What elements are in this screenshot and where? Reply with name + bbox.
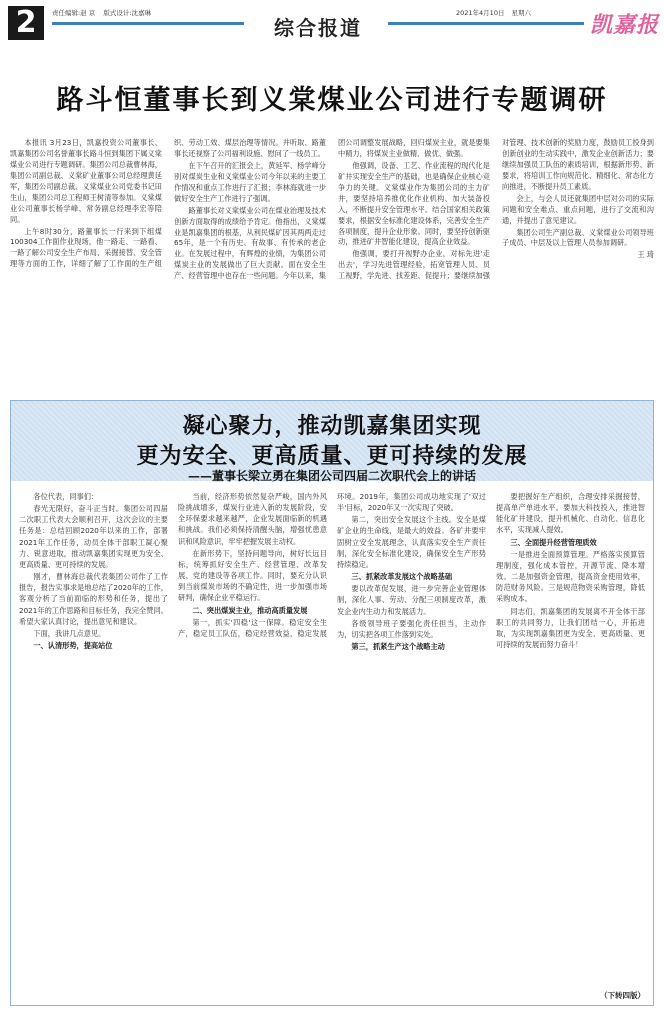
article2-section-heading: 第三，抓紧生产这个战略主动 (351, 642, 445, 652)
header-rule-left (52, 22, 244, 25)
article2-paragraph: 同志们，凯嘉集团的发展离不开全体干部职工的共同努力，让我们团结一心，开拓进取，为实现凯嘉集团更为安全、更高质量、更可持续的发展而努力奋斗！ (496, 606, 645, 650)
editor-label: 责任编辑:赵 京 (52, 9, 96, 17)
designer-label: 版式设计:沈嘉琳 (103, 9, 152, 17)
article2-subtitle: ——董事长梁立勇在集团公司四届二次职代会上的讲话 (187, 469, 476, 483)
section-title: 综合报道 (274, 16, 362, 40)
article2-section-heading: 三、抓紧改革发展这个战略基础 (351, 572, 453, 582)
article2-section-heading: 一、认清形势，提高站位 (33, 641, 113, 651)
article1-paragraph: 上午8时30分，路董事长一行来到下组煤100304工作面作业现场，他一路走、一路看、一路了解公司安全生产布局、采掘接替、安全管理等方面的工作，详细了解了工作面的生产组织、劳动工效、煤层治理等情况。并听取、路董事长还视察了公司福利设施、慰问了一线员工。 (10, 138, 326, 269)
article2-paragraph: 要把握好生产组织，合理安排采掘接替，提高单产单进水平。要加大科技投入，推进智能化矿井建设，提升机械化、自动化、信息化水平，实现减人提效。 (496, 492, 645, 535)
article1-paragraph: 他强调，要打开视野办企业，对标先进'走出去'，学习先进管理经验，拓宽管理人员、员工视野，学先进、找差距、促提升；要继续加强对管理、技术创新的奖励力度，鼓励员工投身到创新创业的生动实践中，激发企业创新活力；要继续加强员工队伍的素质培训，根据新形势、新要求，将培训工作向规范化、精细化、常态化方向推进，不断提升员工素质。 (338, 138, 654, 281)
article2-paragraph: 当前，经济形势依然复杂严峻，国内外风险挑战增多，煤炭行业进入新的发展阶段，安全环保要求越来越严，企业发展面临新的机遇和挑战。我们必须保持清醒头脑，增强忧患意识和风险意识，牢牢把握发展主动权。 (178, 492, 327, 546)
article2-section-heading: 二、突出煤炭主业，推动高质量发展 (192, 605, 308, 615)
article1-paragraph: 路董事长对义棠煤业公司在煤业治理及技术创新方面取得的成绩给予肯定。他指出，义棠煤业是凯嘉集团的根基，从利民煤矿因其两两走过65年，是一个有历史、有故事、有传承的老企业。在发展过程中，有辉煌的业绩，为集团公司煤炭主业的发展做出了巨大贡献。面在安全生产、经营管理中也存在一些问题。今年以来，集团公司调整发展战略，回归煤炭主业，就是要集中精力，将煤炭主业做精、做优、做强。 (174, 138, 490, 281)
article1-paragraph: 在下午召开的汇报会上，黄延军、杨学峰分别对煤炭生业和义棠煤业公司今年以来的主要工作情况和重点工作进行了汇报；李林海就进一步做好安全生产工作进行了强调。 (174, 160, 326, 203)
issue-date (456, 8, 536, 17)
article1-title: 路斗恒董事长到义棠煤业公司进行专题调研 (56, 85, 608, 116)
article2-paragraph: 一是推进全面预算管理。严格落实预算管理制度，强化成本管控，开源节流、降本增效。二是加强资金管理，提高资金使用效率，防范财务风险。三是规范物资采购管理，降低采购成本。 (496, 549, 645, 604)
article2-title-line2: 更为安全、更高质量、更可持续的发展 (136, 443, 528, 469)
article2-paragraph: 在新形势下，坚持问题导向，树好长远目标，统筹抓好安全生产、经营管理、改革发展、党的建设等各项工作。同时，要充分认识到当前煤炭市场的不确定性，进一步加强市场研判，确保企业平稳运行。 (178, 548, 327, 603)
weekday-text: 星期六 (511, 9, 532, 17)
page-header (0, 0, 664, 48)
article2-paragraph: 要以改革促发展，进一步完善企业管理体制，深化人事、劳动、分配三项制度改革，激发企业内生动力和发展活力。 (337, 584, 486, 616)
article1-paragraph: 他强调，设备、工艺、作业流程的现代化是矿井实现安全生产的基础，也是确保企业核心竞争力的关键。义棠煤业作为集团公司的主力矿井，要坚持培养推优化作业机构、加大装备投入，不断提升安全管理水平。结合国家相关政策要求，根据安全标准化建设体系，完善安全生产各项制度，提升企业形象。同时，要坚持创新驱动，推进矿井智能化建设，提高企业效益。 (338, 160, 490, 247)
page-number: 2 (8, 6, 44, 40)
article2-body (19, 491, 645, 991)
article2-paragraph: 第一，抓实'四稳'这一保障。稳定安全生产，稳定员工队伍，稳定经营效益，稳定发展环境。2019年，集团公司成功地实现了'双过半'目标，2020年又一次实现了突破。 (178, 492, 486, 638)
article2-paragraph: 下面，我讲几点意见。 (33, 628, 106, 638)
article2-section-heading: 三、全面提升经营管理质效 (510, 537, 597, 547)
article2-headline-panel (11, 401, 653, 481)
article1-body (10, 138, 654, 373)
date-text: 2021年4月10日 (456, 9, 505, 17)
article1-author: 王 琦 (637, 250, 654, 260)
article2-paragraph: 春光无限好，奋斗正当时。集团公司四届二次职工代表大会顺利召开，这次会议的主要任务是：总结回顾2020年以来的工作，部署2021年工作任务，动员全体干部职工凝心聚力、锐意进取，推动凯嘉集团实现更为安全、更高质量、更可持续的发展。 (19, 504, 168, 569)
continued-note: （下转四版） (600, 991, 645, 1000)
article2-paragraph: 各级领导班子要强化责任担当，主动作为，切实把各项工作落到实处。 (337, 618, 486, 639)
article2-paragraph: 第二，突出安全发展这个主线。安全是煤矿企业的生命线，是最大的效益。各矿井要牢固树立安全发展理念，认真落实安全生产责任制，深化安全标准化建设，确保安全生产形势持续稳定。 (337, 515, 486, 569)
article1-paragraph: 本报讯 3月23日，凯嘉投资公司董事长、凯嘉集团公司名誉董事长路斗恒到集团下属义棠煤业公司进行专题调研。集团公司总裁曹林海，集团公司副总裁、义棠矿业董事公司总经理黄延军，集团公司副总裁、义棠煤业公司党委书记田生山，集团公司总工程师王树清等参加。义棠煤业公司董事长杨学峰、常务副总经理李宏等陪同。 (10, 138, 162, 224)
header-rule-right (388, 22, 584, 25)
article2-title-line1: 凝心聚力，推动凯嘉集团实现 (182, 413, 482, 439)
newspaper-logo: 凯嘉报 (590, 12, 660, 38)
editor-credits (52, 8, 157, 17)
article2-paragraph: 刚才，曹林海总裁代表集团公司作了工作报告，报告实事求是地总结了2020年的工作，客观分析了当前面临的形势和任务，提出了2021年的工作思路和目标任务，我完全赞同。希望大家认真讨论，提出意见和建议。 (19, 572, 168, 626)
article1-paragraph: 集团公司生产副总裁、义棠煤业公司领导班子成员、中层及以上管理人员参加调研。 (502, 227, 654, 248)
article2-box (10, 400, 654, 1006)
article1-paragraph: 会上，与会人员还就集团中层对公司的实际问题和安全难点、重点问题，进行了交流和沟通，并提出了意见建议。 (502, 193, 654, 225)
article2-paragraph: 各位代表，同事们： (33, 492, 99, 501)
